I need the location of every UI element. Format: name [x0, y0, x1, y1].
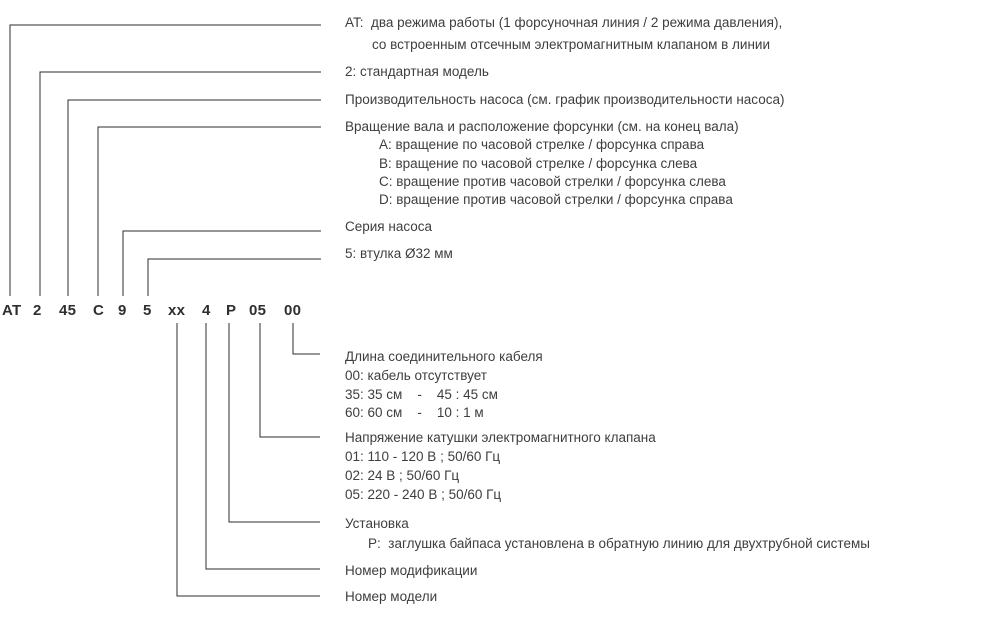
callout-two-modes-line2: со встроенным отсечным электромагнитным клапаном в линии: [372, 37, 771, 52]
callout-installation-option-p: P: заглушка байпаса установлена в обратную линию для двухтрубной системы: [368, 536, 870, 551]
connector-shaft-rotation: [98, 127, 321, 296]
connector-pump-series: [123, 231, 321, 296]
connector-bushing: [148, 259, 321, 296]
code-segment-4: 4: [202, 302, 211, 319]
code-segment-xx: xx: [168, 302, 186, 319]
callout-pump-capacity: Производительность насоса (см. график производительности насоса): [345, 92, 785, 107]
callout-voltage-option-01: 01: 110 - 120 В ; 50/60 Гц: [345, 449, 501, 464]
callout-model-number: Номер модели: [345, 589, 438, 604]
callout-cable-length-title: Длина соединительного кабеля: [345, 349, 543, 364]
code-segment-2: 2: [33, 302, 42, 319]
code-segment-05: 05: [249, 302, 267, 319]
callout-voltage-option-02: 02: 24 В ; 50/60 Гц: [345, 468, 460, 483]
connector-two-modes: [10, 25, 321, 296]
connector-model-number: [177, 323, 320, 596]
code-segment-p: P: [226, 302, 237, 319]
callout-rotation-option-d: D: вращение против часовой стрелки / форсунка справа: [379, 192, 733, 207]
connector-installation: [229, 323, 320, 522]
connector-cable-length: [293, 323, 320, 354]
code-segment-9: 9: [118, 302, 127, 319]
callout-bushing: 5: втулка Ø32 мм: [345, 246, 453, 261]
callout-rotation-option-b: B: вращение по часовой стрелке / форсунка слева: [379, 156, 698, 171]
callout-standard-model: 2: стандартная модель: [345, 64, 489, 79]
callout-shaft-rotation-title: Вращение вала и расположение форсунки (см. на конец вала): [345, 119, 739, 134]
callout-coil-voltage-title: Напряжение катушки электромагнитного клапана: [345, 430, 656, 445]
connector-coil-voltage: [260, 323, 320, 437]
code-segment-at: AT: [2, 302, 22, 319]
callout-rotation-option-c: C: вращение против часовой стрелки / форсунка слева: [379, 174, 726, 189]
code-segment-5: 5: [143, 302, 152, 319]
connector-pump-capacity: [68, 100, 321, 296]
callout-pump-series: Серия насоса: [345, 219, 432, 234]
callout-cable-option-00: 00: кабель отсутствует: [345, 368, 487, 383]
callout-rotation-option-a: A: вращение по часовой стрелке / форсунка справа: [379, 137, 705, 152]
callout-installation-title: Установка: [345, 516, 409, 531]
callout-cable-option-35-45: 35: 35 см - 45 : 45 см: [345, 387, 498, 402]
callout-voltage-option-05: 05: 220 - 240 В ; 50/60 Гц: [345, 487, 502, 502]
callout-cable-option-60-10: 60: 60 см - 10 : 1 м: [345, 405, 484, 420]
callout-two-modes-line1: AT: два режима работы (1 форсуночная линия / 2 режима давления),: [345, 15, 783, 30]
connector-modification-number: [206, 323, 320, 569]
callout-modification-number: Номер модификации: [345, 563, 478, 578]
code-segment-c: C: [93, 302, 105, 319]
code-segment-00: 00: [284, 302, 302, 319]
code-segment-45: 45: [59, 302, 77, 319]
connector-standard-model: [40, 72, 321, 296]
